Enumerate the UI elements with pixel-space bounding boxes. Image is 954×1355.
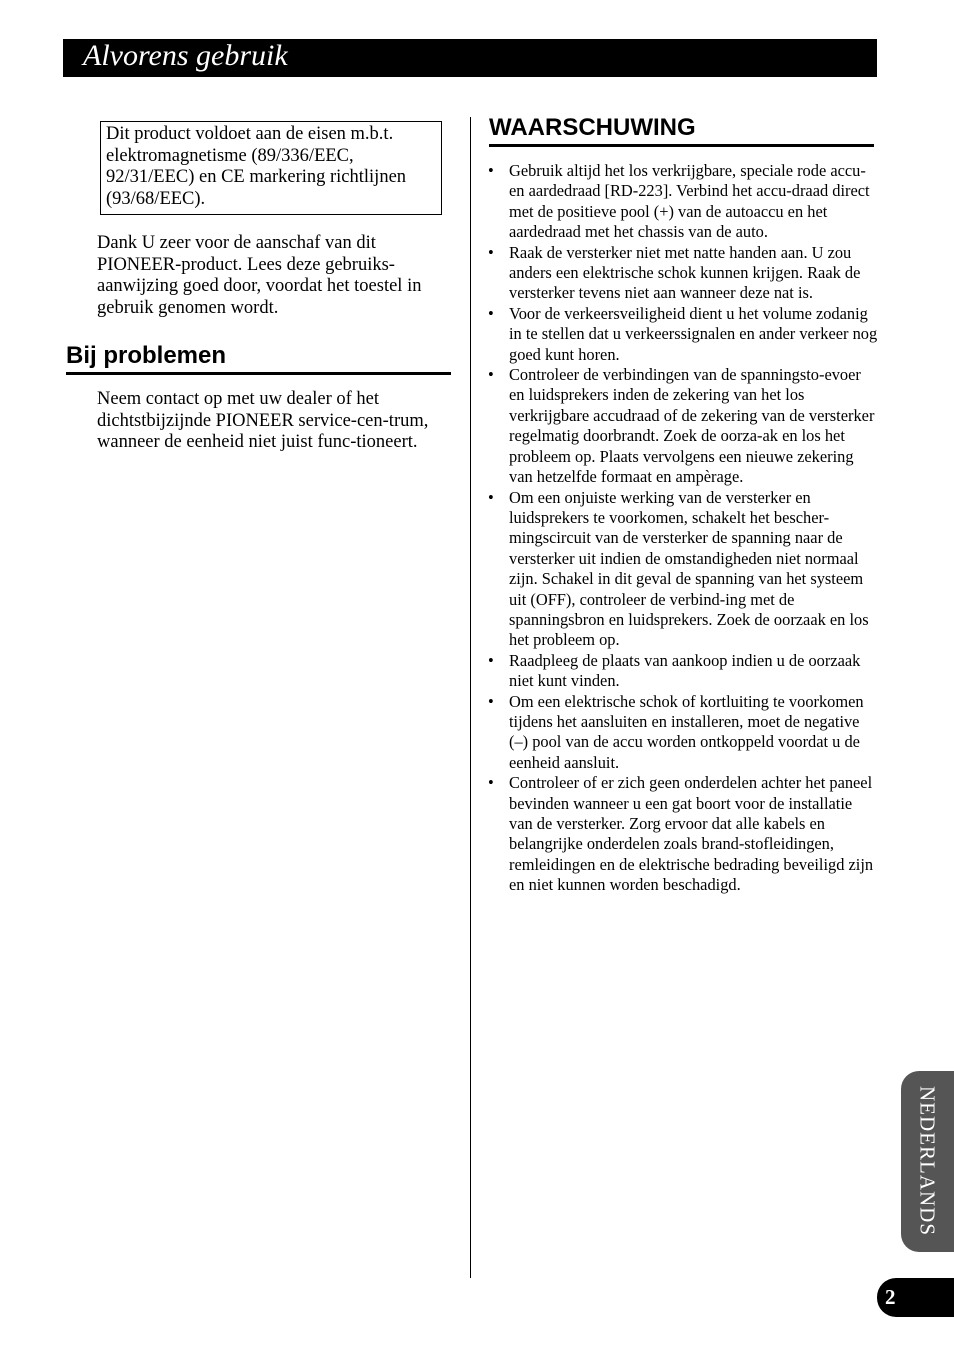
intro-paragraph: Dank U zeer voor de aanschaf van dit PIONEER-product. Lees deze gebruiks-aanwijzing goed door, voordat het toestel in gebruik genomen wordt.	[97, 233, 422, 319]
list-item: • Controleer de verbindingen van de spanningsto-evoer en luidsprekers inden de zekering van het los verkrijgbare accudraad of de zekering van de versterker regelmatig doorbrandt. Zoek de oorza-ak en los het probleem op. Plaats vervolgens een nieuwe zekering van hetzelfde formaat en ampèrage.	[488, 365, 878, 487]
page-number-badge	[877, 1278, 954, 1317]
list-item: • Om een onjuiste werking van de versterker en luidsprekers te voorkomen, schakelt het bescher-mingscircuit van de versterker de spanning naar de versterker uit indien de omstandigheden niet normaal zijn. Schakel in dit geval de spanning van het systeem uit (OFF), controleer de verbind-ing met de spanningsbron en luidsprekers. Zoek de oorzaak en los het probleem op.	[488, 488, 878, 651]
list-item: • Raak de versterker niet met natte handen aan. U zou anders een elektrische schok kunnen krijgen. Raak de versterker tevens niet aan wanneer deze nat is.	[488, 243, 878, 304]
page-title: Alvorens gebruik	[83, 39, 288, 72]
list-item: • Raadpleeg de plaats van aankoop indien u de oorzaak niet kunt vinden.	[488, 651, 878, 692]
list-item: • Controleer of er zich geen onderdelen achter het paneel bevinden wanneer u een gat boort voor de installatie van de versterker. Zorg ervoor dat alle kabels en belangrijke onderdelen zoals brand-stofleidingen, remleidingen en de elektrische bedrading beveiligd zijn en niet kunnen worden beschadigd.	[488, 773, 878, 895]
language-label: NEDERLANDS	[915, 1086, 940, 1236]
page-number: 2	[885, 1285, 896, 1309]
problems-paragraph: Neem contact op met uw dealer of het dichtstbijzijnde PIONEER service-cen-trum, wanneer de eenheid niet juist func-tioneert.	[97, 389, 429, 453]
ce-notice-box: Dit product voldoet aan de eisen m.b.t. elektromagnetisme (89/336/EEC, 92/31/EEC) en CE markering richtlijnen (93/68/EEC).	[100, 121, 442, 215]
warning-list	[488, 161, 878, 896]
language-tab	[901, 1071, 954, 1252]
page-header-bar	[63, 39, 877, 77]
problems-heading: Bij problemen	[66, 342, 451, 375]
list-item: • Gebruik altijd het los verkrijgbare, speciale rode accu- en aardedraad [RD-223]. Verbind het accu-draad direct met de positieve pool (+) van de autoaccu en het aardedraad met het chassis van de auto.	[488, 161, 878, 243]
list-item: • Om een elektrische schok of kortluiting te voorkomen tijdens het aansluiten en installeren, moet de negative (–) pool van de accu worden ontkoppeld voordat u de eenheid aansluit.	[488, 692, 878, 774]
column-divider	[470, 117, 471, 1278]
warning-heading: WAARSCHUWING	[489, 114, 874, 147]
list-item: • Voor de verkeersveiligheid dient u het volume zodanig in te stellen dat u verkeerssignalen en ander verkeer nog goed kunt horen.	[488, 304, 878, 365]
